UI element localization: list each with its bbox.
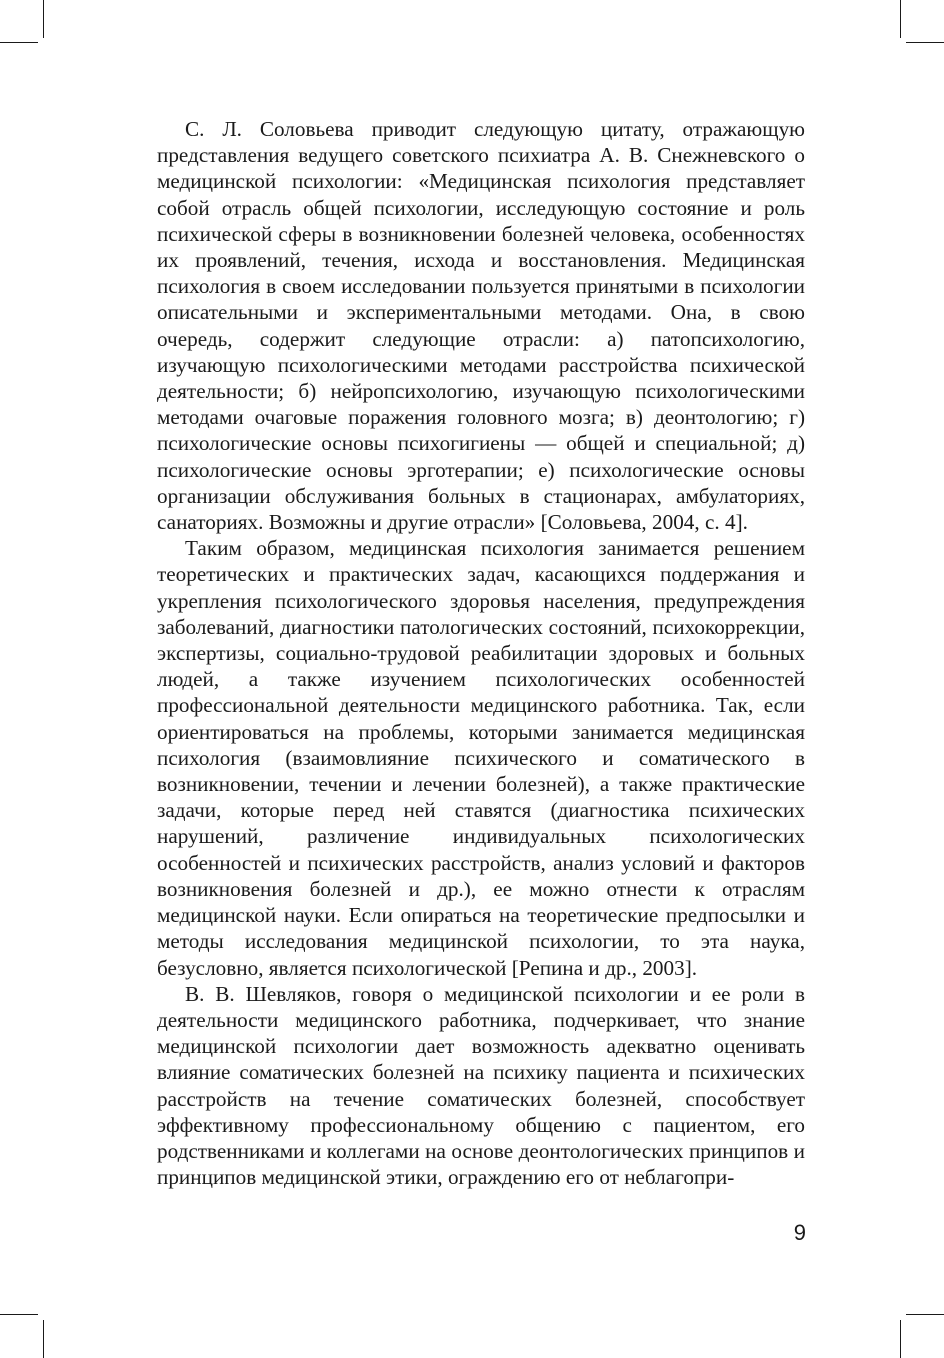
body-text bbox=[157, 116, 805, 1190]
paragraph: В. В. Шевляков, говоря о медицинской психологии и ее роли в деятельности медицинского работника, подчеркивает, что знание медицинской психологии дает возможность адекватно оценивать влияние соматических болезней на психику пациента и психических расстройств на течение соматических болезней, способствует эффективному профессиональному общению с пациентом, его родственниками и коллегами на основе деонтологических принципов и принципов медицинской этики, ограждению его от неблагопри- bbox=[157, 981, 805, 1190]
paragraph: Таким образом, медицинская психология занимается решением теоретических и практических задач, касающихся поддержания и укрепления психологического здоровья населения, предупреждения заболеваний, диагностики патологических состояний, психокоррекции, экспертизы, социально-трудовой реабилитации здоровых и больных людей, а также изучением психологических особенностей профессиональной деятельности медицинского работника. Так, если ориентироваться на проблемы, которыми занимается медицинская психология (взаимовлияние психического и соматического в возникновении, течении и лечении болезней), а также практические задачи, которые перед ней ставятся (диагностика психических нарушений, различение индивидуальных психологических особенностей и психических расстройств, анализ условий и факторов возникновения болезней и др.), ее можно отнести к отраслям медицинской науки. Если опираться на теоретические предпосылки и методы исследования медицинской психологии, то эта наука, безусловно, является психологической [Репина и др., 2003]. bbox=[157, 536, 805, 980]
paragraph: С. Л. Соловьева приводит следующую цитату, отражающую представления ведущего советского психиатра А. В. Снежневского о медицинской психологии: «Медицинская психология представляет собой отрасль общей психологии, исследующую состояние и роль психической сферы в возникновении болезней человека, особенностях их проявлений, течения, исхода и восстановления. Медицинская психология в своем исследовании пользуется принятыми в психологии описательными и экспериментальными методами. Она, в свою очередь, содержит следующие отрасли: а) патопсихологию, изучающую психологическими методами расстройства психической деятельности; б) нейропсихологию, изучающую психологическими методами очаговые поражения головного мозга; в) деонтологию; г) психологические основы психогигиены — общей и специальной; д) психологические основы эрготерапии; е) психологические основы организации обслуживания больных в стационарах, амбулаториях, санаториях. Возможны и другие отрасли» [Соловьева, 2004, с. 4]. bbox=[157, 117, 805, 535]
crop-mark-top-right-horizontal bbox=[906, 42, 944, 43]
crop-mark-bottom-right-vertical bbox=[900, 1320, 901, 1358]
crop-mark-bottom-right-horizontal bbox=[906, 1314, 944, 1315]
crop-mark-bottom-left-vertical bbox=[43, 1320, 44, 1358]
crop-mark-top-right-vertical bbox=[900, 0, 901, 38]
crop-mark-top-left-vertical bbox=[43, 0, 44, 38]
crop-mark-top-left-horizontal bbox=[0, 42, 38, 43]
crop-mark-bottom-left-horizontal bbox=[0, 1314, 38, 1315]
page-number: 9 bbox=[793, 1220, 806, 1245]
